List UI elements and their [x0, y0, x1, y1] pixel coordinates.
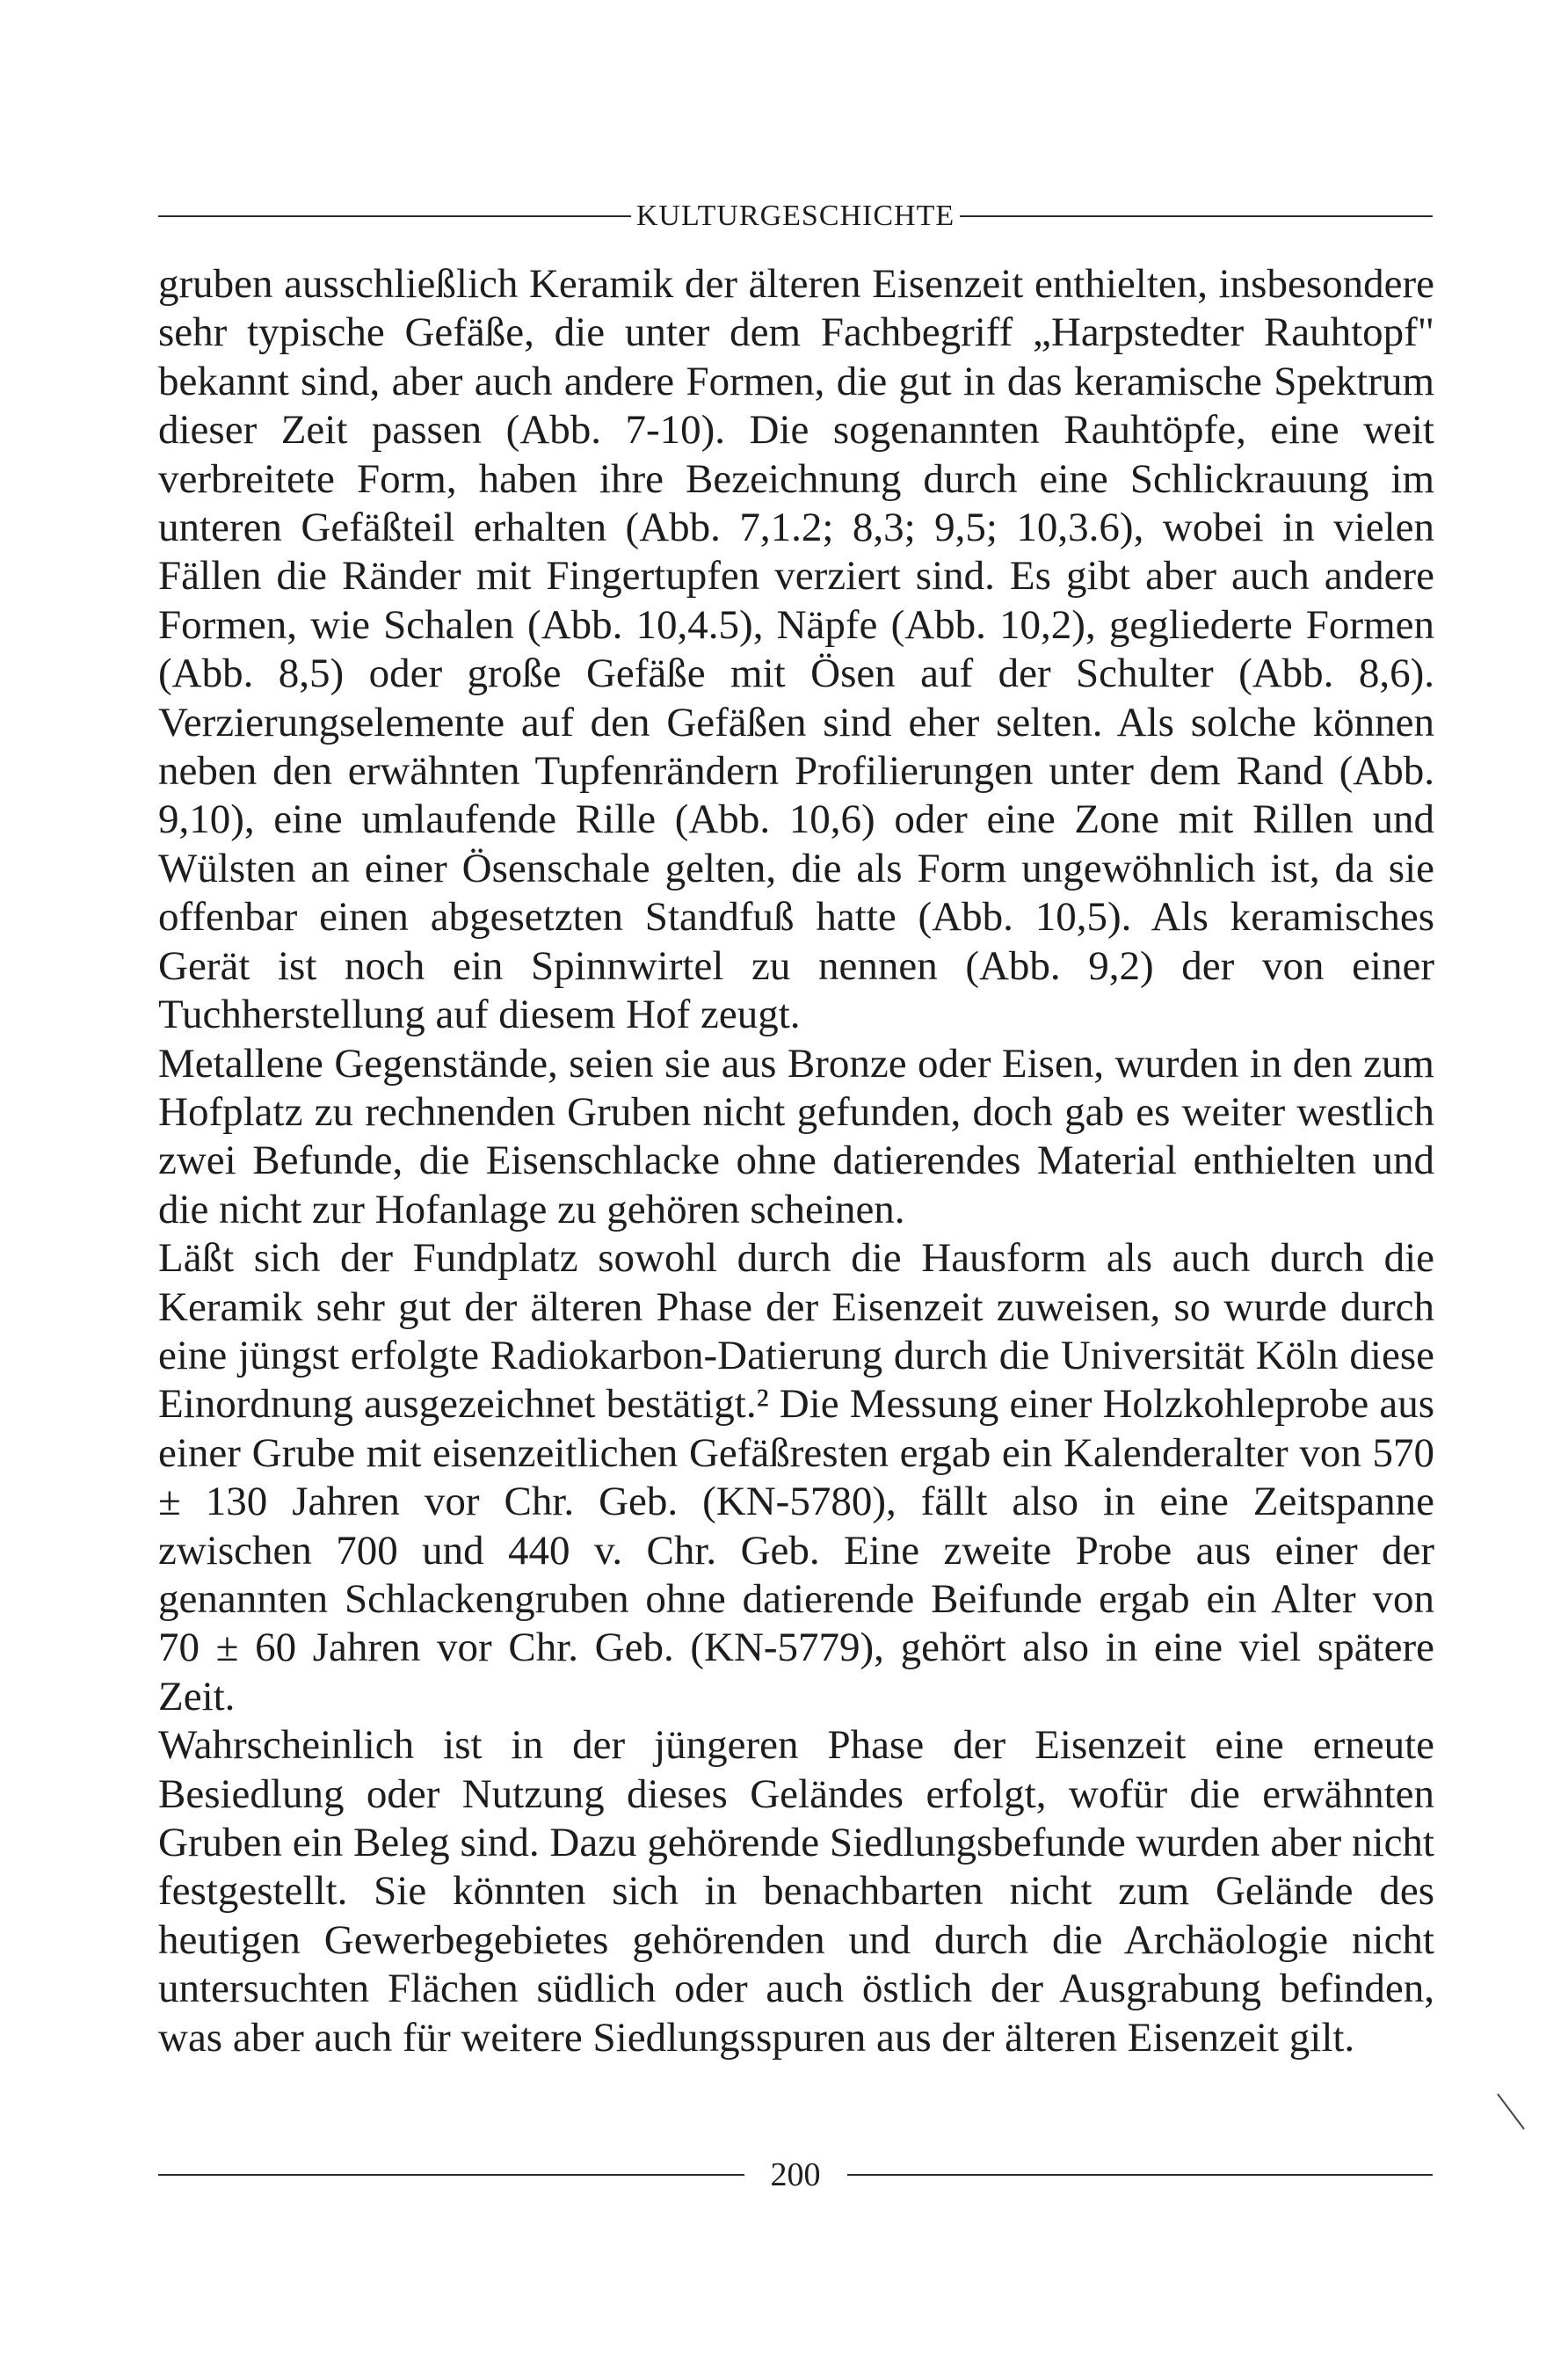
- section-title: KULTURGESCHICHTE: [635, 200, 955, 232]
- header-rule-right: [960, 215, 1433, 217]
- page-footer: [158, 2148, 1433, 2201]
- scan-mark: [1494, 2092, 1538, 2136]
- header-rule-left: [158, 215, 631, 217]
- paragraph-2: Metallene Gegenstände, seien sie aus Bronze oder Eisen, wurden in den zum Hofplatz zu rechnenden Gruben nicht gefunden, doch gab es weiter westlich zwei Befunde, die Eisenschlacke ohne datierendes Material enthielten und die nicht zur Hofanlage zu gehören scheinen.: [158, 1040, 1434, 1232]
- footer-rule-left: [158, 2174, 744, 2176]
- paragraph-1: gruben ausschließlich Keramik der älteren Eisenzeit enthielten, insbesondere sehr typische Gefäße, die unter dem Fachbegriff „Harpstedter Rauhtopf" bekannt sind, aber auch andere Formen, die gut in das keramische Spektrum dieser Zeit passen (Abb. 7-10). Die sogenannten Rauhtöpfe, eine weit verbreitete Form, haben ihre Bezeichnung durch eine Schlickrauung im unteren Gefäßteil erhalten (Abb. 7,1.2; 8,3; 9,5; 10,3.6), wobei in vielen Fällen die Ränder mit Fingertupfen verziert sind. Es gibt aber auch andere Formen, wie Schalen (Abb. 10,4.5), Näpfe (Abb. 10,2), gegliederte Formen (Abb. 8,5) oder große Gefäße mit Ösen auf der Schulter (Abb. 8,6). Verzierungselemente auf den Gefäßen sind eher selten. Als solche können neben den erwähnten Tupfenrändern Profilierungen unter dem Rand (Abb. 9,10), eine umlaufende Rille (Abb. 10,6) oder eine Zone mit Rillen und Wülsten an einer Ösenschale gelten, die als Form ungewöhnlich ist, da sie offenbar einen abgesetzten Standfuß hatte (Abb. 10,5). Als keramisches Gerät ist noch ein Spinnwirtel zu nennen (Abb. 9,2) der von einer Tuchherstellung auf diesem Hof zeugt.: [158, 261, 1434, 1038]
- footer-rule-right: [847, 2174, 1434, 2176]
- body-text: [158, 260, 1434, 2062]
- running-header: [158, 192, 1433, 241]
- page-number: 200: [770, 2156, 821, 2193]
- paragraph-3: Läßt sich der Fundplatz sowohl durch die Hausform als auch durch die Keramik sehr gut der älteren Phase der Eisenzeit zuweisen, so wurde durch eine jüngst erfolgte Radiokarbon-Datierung durch die Universität Köln diese Einordnung ausgezeichnet bestätigt.² Die Messung einer Holzkohleprobe aus einer Grube mit eisenzeitlichen Gefäßresten ergab ein Kalenderalter von 570 ± 130 Jahren vor Chr. Geb. (KN-5780), fällt also in eine Zeitspanne zwischen 700 und 440 v. Chr. Geb. Eine zweite Probe aus einer der genannten Schlackengruben ohne datierende Beifunde ergab ein Alter von 70 ± 60 Jahren vor Chr. Geb. (KN-5779), gehört also in eine viel spätere Zeit.: [158, 1235, 1434, 1719]
- paragraph-4: Wahrscheinlich ist in der jüngeren Phase der Eisenzeit eine erneute Besiedlung oder Nutzung dieses Geländes erfolgt, wofür die erwähnten Gruben ein Beleg sind. Dazu gehörende Siedlungsbefunde wurden aber nicht festgestellt. Sie könnten sich in benachbarten nicht zum Gelände des heutigen Gewerbegebietes gehörenden und durch die Archäologie nicht untersuchten Flächen südlich oder auch östlich der Ausgrabung befinden, was aber auch für weitere Siedlungsspuren aus der älteren Eisenzeit gilt.: [158, 1722, 1434, 2061]
